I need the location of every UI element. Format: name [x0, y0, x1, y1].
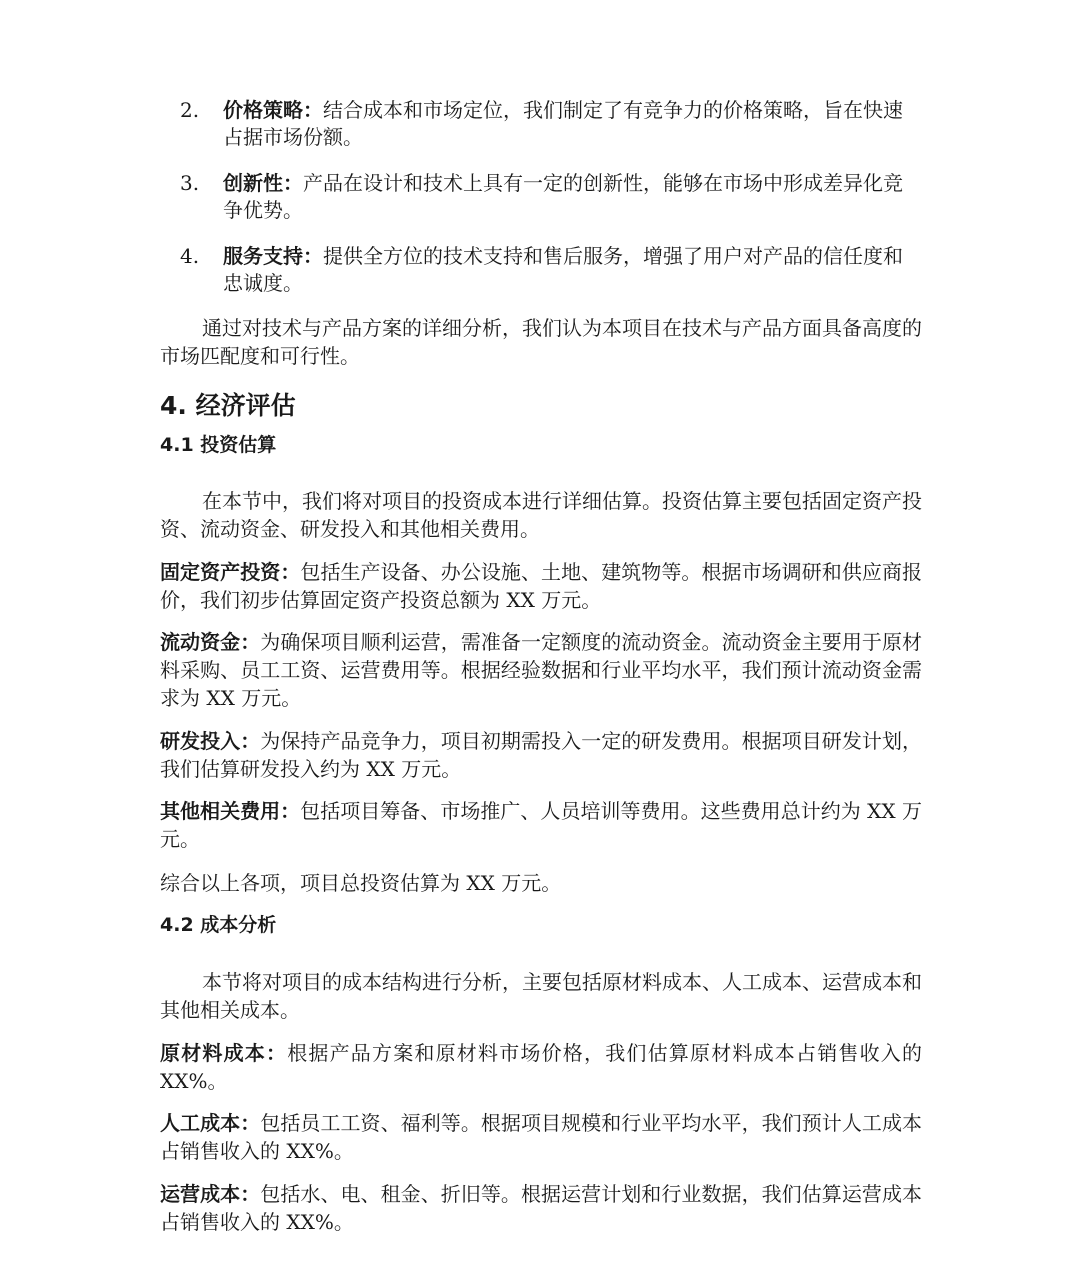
item-text: 包括生产设备、办公设施、土地、建筑物等。根据市场调研和供应商报价，我们初步估算固定资产投资总额为 XX 万元。 [160, 560, 923, 612]
list-item-lead: 服务支持 [223, 244, 303, 268]
item-lead: 人工成本 [160, 1111, 241, 1135]
item-lead: 其他相关费用 [160, 799, 281, 823]
cost-item-paragraph [160, 1109, 922, 1165]
cost-item-paragraph [160, 797, 922, 853]
cost-item-paragraph [160, 1180, 922, 1236]
list-item-lead: 价格策略 [223, 98, 303, 122]
cost-item-paragraph [160, 558, 922, 614]
list-item-separator: ： [283, 171, 303, 195]
list-item-body [223, 170, 920, 224]
list-item-body [223, 243, 920, 297]
item-text: 包括项目筹备、市场推广、人员培训等费用。这些费用总计约为 XX 万元。 [160, 799, 923, 851]
item-text: 包括水、电、租金、折旧等。根据运营计划和行业数据，我们估算运营成本占销售收入的 XX%。 [160, 1182, 923, 1234]
list-item [160, 97, 920, 151]
list-item-lead: 创新性 [223, 171, 283, 195]
list-item-text: 产品在设计和技术上具有一定的创新性，能够在市场中形成差异化竞争优势。 [223, 171, 903, 222]
total-paragraph: 综合以上各项，项目总投资估算为 XX 万元。 [160, 871, 562, 895]
list-number: 2. [180, 98, 200, 122]
intro-paragraph: 在本节中，我们将对项目的投资成本进行详细估算。投资估算主要包括固定资产投资、流动资金、研发投入和其他相关费用。 [160, 489, 922, 541]
item-lead: 运营成本 [160, 1182, 241, 1206]
cost-item-paragraph [160, 628, 922, 712]
list-item-text: 提供全方位的技术支持和售后服务，增强了用户对产品的信任度和忠诚度。 [223, 244, 903, 295]
item-separator: ： [240, 630, 261, 654]
list-item-separator: ： [303, 98, 323, 122]
list-item-separator: ： [303, 244, 323, 268]
item-text: 为确保项目顺利运营，需准备一定额度的流动资金。流动资金主要用于原材料采购、员工工资、运营费用等。根据经验数据和行业平均水平，我们预计流动资金需求为 XX 万元。 [160, 630, 923, 710]
item-separator: ： [240, 1182, 261, 1206]
item-lead: 固定资产投资 [160, 560, 281, 584]
summary-paragraph: 通过对技术与产品方案的详细分析，我们认为本项目在技术与产品方面具备高度的市场匹配度和可行性。 [160, 316, 922, 368]
list-item-text: 结合成本和市场定位，我们制定了有竞争力的价格策略，旨在快速占据市场份额。 [223, 98, 903, 149]
item-lead: 研发投入 [160, 729, 241, 753]
item-lead: 原材料成本 [160, 1041, 266, 1065]
item-separator: ： [280, 799, 301, 823]
item-separator: ： [240, 729, 261, 753]
list-item [160, 170, 920, 224]
item-separator: ： [266, 1041, 288, 1065]
item-lead: 流动资金 [160, 630, 241, 654]
item-separator: ： [280, 560, 301, 584]
list-item-body [223, 97, 920, 151]
item-text: 为保持产品竞争力，项目初期需投入一定的研发费用。根据项目研发计划，我们估算研发投入约为 XX 万元。 [160, 729, 923, 781]
subsection-heading: 4.1 投资估算 [160, 434, 277, 456]
subsection-heading: 4.2 成本分析 [160, 914, 277, 936]
item-separator: ： [240, 1111, 261, 1135]
intro-paragraph: 本节将对项目的成本结构进行分析，主要包括原材料成本、人工成本、运营成本和其他相关成本。 [160, 970, 922, 1022]
list-item [160, 243, 920, 297]
list-number: 3. [180, 171, 200, 195]
list-number: 4. [180, 244, 200, 268]
item-text: 包括员工工资、福利等。根据项目规模和行业平均水平，我们预计人工成本占销售收入的 XX%。 [160, 1111, 923, 1163]
cost-item-paragraph [160, 727, 922, 783]
section-heading: 4. 经济评估 [160, 391, 296, 420]
item-text: 根据产品方案和原材料市场价格，我们估算原材料成本占销售收入的 XX%。 [160, 1041, 923, 1093]
cost-item-paragraph [160, 1039, 922, 1095]
